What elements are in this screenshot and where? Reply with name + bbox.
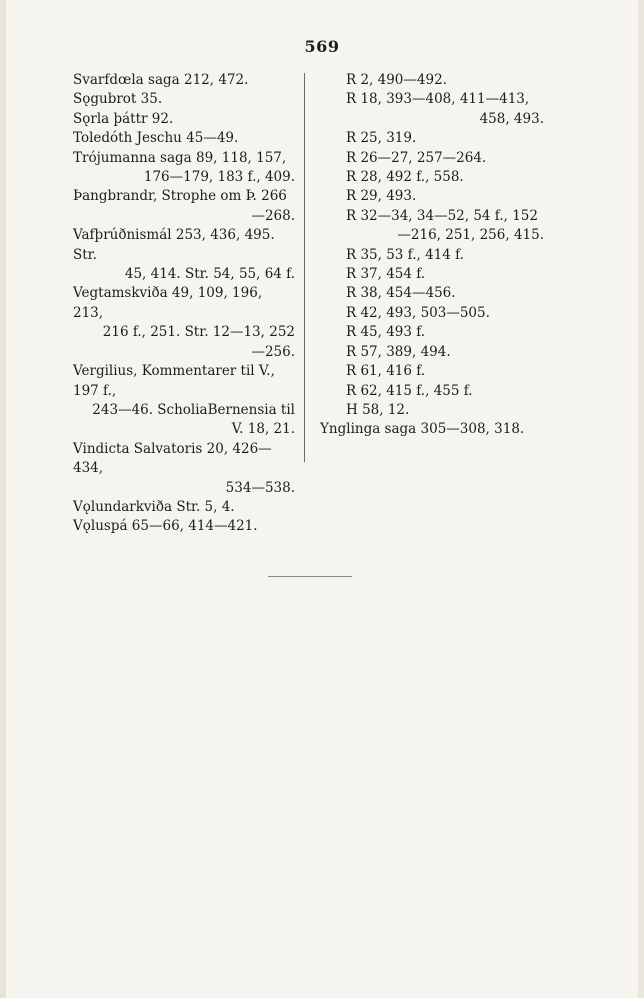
index-entry: [320, 207, 544, 246]
entry-continuation: 243—46. ScholiaBernensia til: [92, 401, 295, 418]
entry-continuation: —216, 251, 256, 415.: [397, 227, 544, 244]
index-entry: [73, 110, 295, 129]
index-entry: [320, 90, 544, 129]
index-entry: [320, 168, 544, 187]
entry-line: Sǫrla þáttr 92.: [73, 110, 174, 127]
index-entry: [320, 343, 544, 362]
index-entry: [73, 71, 295, 90]
entry-line: R 57, 389, 494.: [346, 343, 451, 360]
index-entry: [320, 129, 544, 148]
entry-line: Vǫluspá 65—66, 414—421.: [73, 518, 258, 535]
entry-line: R 45, 493 f.: [346, 324, 426, 341]
entry-line: R 42, 493, 503—505.: [346, 304, 490, 321]
entry-line: Þangbrandr, Strophe om Þ. 266: [73, 188, 287, 205]
entry-line: Vergilius, Kommentarer til V., 197 f.,: [73, 363, 275, 399]
index-entry: [73, 226, 295, 284]
index-entry: [73, 517, 295, 536]
entry-line: Vegtamskviða 49, 109, 196, 213,: [73, 285, 263, 321]
entry-continuation: 458, 493.: [479, 110, 544, 127]
index-entry: [320, 304, 544, 323]
index-column-right: [320, 71, 544, 440]
entry-line: Ynglinga saga 305—308, 318.: [320, 421, 525, 438]
index-entry: [73, 187, 295, 226]
entry-continuation: 216 f., 251. Str. 12—13, 252: [102, 324, 295, 341]
entry-line: Vindicta Salvatoris 20, 426—434,: [73, 440, 272, 477]
entry-line: R 29, 493.: [346, 188, 417, 205]
index-entry: [73, 90, 295, 109]
entry-line: R 37, 454 f.: [346, 266, 426, 283]
page-number: 569: [304, 37, 340, 56]
entry-line: Toledóth Jeschu 45—49.: [73, 130, 239, 147]
index-entry: [320, 246, 544, 265]
entry-continuation: —256.: [251, 343, 295, 360]
end-rule: [268, 576, 352, 577]
index-column-left: [73, 71, 295, 537]
index-entry: [73, 498, 295, 517]
index-entry: [73, 440, 295, 498]
entry-line: R 28, 492 f., 558.: [346, 169, 464, 186]
index-entry: [73, 129, 295, 148]
entry-line: R 38, 454—456.: [346, 285, 456, 302]
index-entry: [320, 284, 544, 303]
index-entry: [320, 187, 544, 206]
entry-line: R 18, 393—408, 411—413,: [346, 91, 530, 108]
index-entry: [73, 284, 295, 362]
entry-continuation: 534—538.: [225, 479, 295, 496]
entry-continuation: —268.: [251, 207, 295, 224]
index-entry: [320, 323, 544, 342]
entry-line: Vafþrúðnismál 253, 436, 495. Str.: [73, 227, 275, 263]
entry-line: H 58, 12.: [346, 401, 410, 418]
index-entry: [320, 401, 544, 420]
entry-continuation: V. 18, 21.: [231, 421, 295, 438]
entry-line: Sǫgubrot 35.: [73, 91, 163, 108]
entry-continuation: 176—179, 183 f., 409.: [143, 169, 295, 186]
index-entry: [320, 71, 544, 90]
index-entry: [73, 362, 295, 440]
index-entry: [320, 362, 544, 381]
entry-line: R 26—27, 257—264.: [346, 149, 487, 166]
index-entry: [320, 382, 544, 401]
entry-continuation: 45, 414. Str. 54, 55, 64 f.: [124, 266, 295, 283]
index-entry: [73, 149, 295, 188]
column-divider: [304, 73, 305, 462]
entry-line: R 2, 490—492.: [346, 72, 447, 88]
index-entry: [320, 265, 544, 284]
index-entry: [320, 420, 544, 439]
entry-line: R 25, 319.: [346, 130, 417, 147]
entry-line: Vǫlundarkviða Str. 5, 4.: [73, 498, 235, 515]
entry-line: R 61, 416 f.: [346, 363, 426, 380]
entry-line: Trójumanna saga 89, 118, 157,: [73, 149, 287, 166]
entry-line: R 32—34, 34—52, 54 f., 152: [346, 207, 538, 224]
entry-line: R 35, 53 f., 414 f.: [346, 246, 464, 263]
entry-line: Svarfdœla saga 212, 472.: [73, 72, 249, 88]
index-entry: [320, 149, 544, 168]
entry-line: R 62, 415 f., 455 f.: [346, 382, 473, 399]
